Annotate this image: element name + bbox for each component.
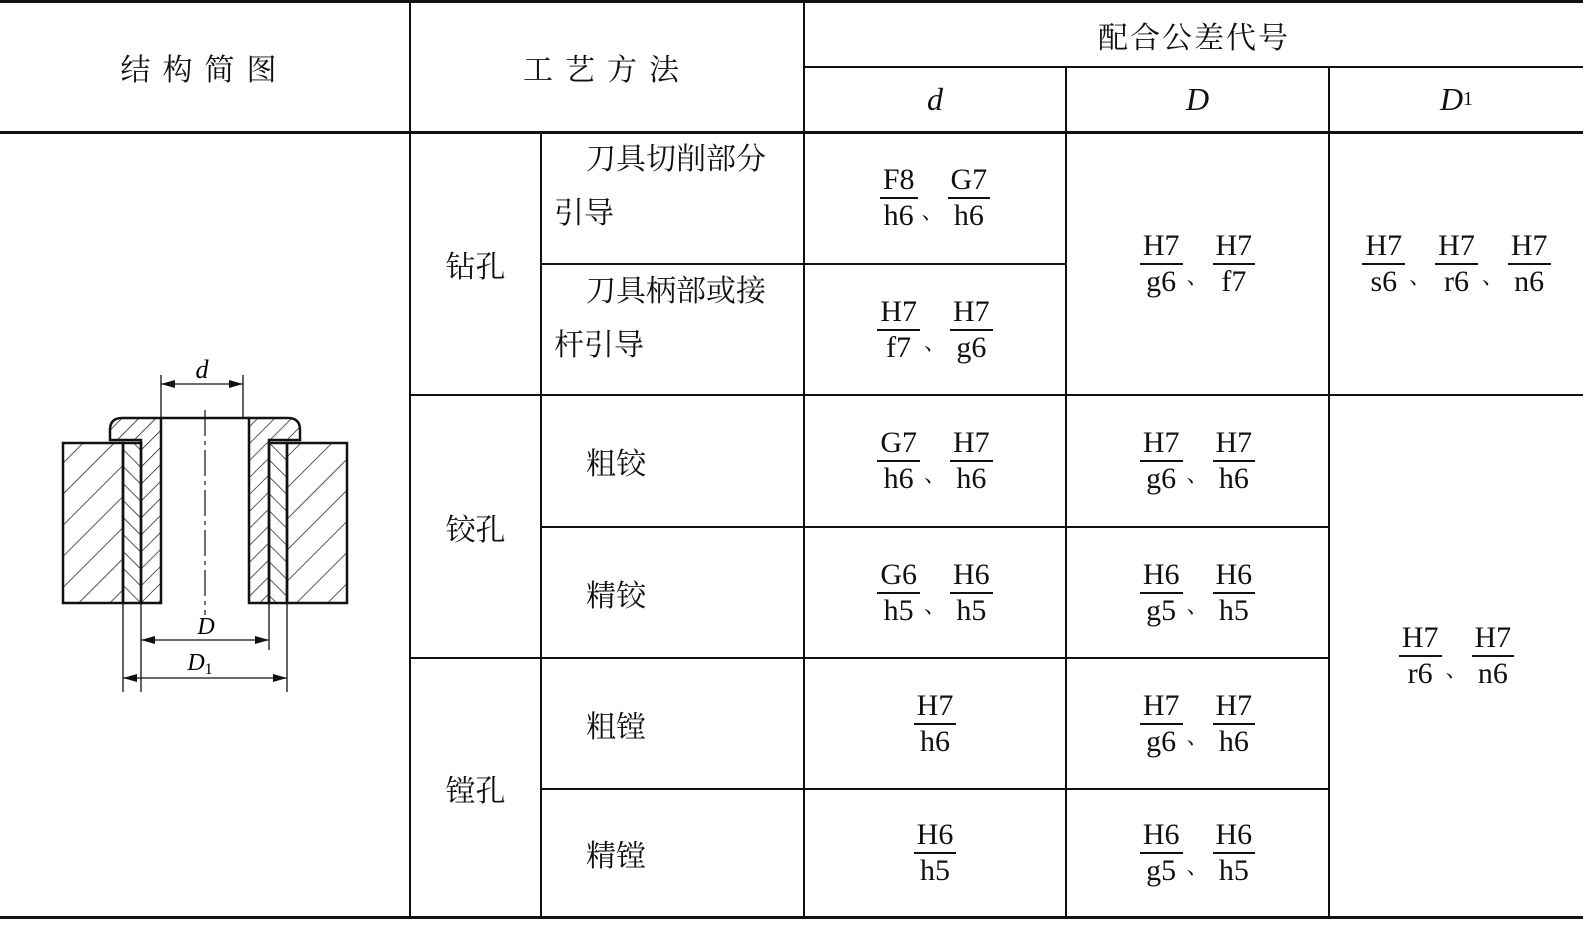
fit-hole-tolerance: H6 — [1213, 558, 1256, 594]
fit-fraction — [1435, 229, 1478, 299]
fit-hole-tolerance: H7 — [1213, 229, 1256, 265]
header-D: D — [1185, 81, 1210, 117]
method-cutting-guide-line2: 引导 — [554, 196, 614, 231]
fit-hole-tolerance: H7 — [1213, 689, 1256, 725]
fit-shaft-tolerance: h5 — [1218, 593, 1249, 627]
fit-d-drill-cut — [805, 133, 1065, 263]
fit-shaft-tolerance: h5 — [919, 854, 950, 887]
fit-shaft-tolerance: h6 — [1218, 724, 1249, 758]
D1-label-base: D — [187, 650, 205, 676]
fit-separator: 、 — [1481, 265, 1504, 290]
fit-fraction — [914, 689, 957, 759]
fit-hole-tolerance: H7 — [1140, 689, 1183, 725]
fit-shaft-tolerance: h5 — [883, 593, 914, 627]
fit-separator: 、 — [1186, 854, 1209, 880]
fit-fraction — [1140, 229, 1183, 299]
fit-hole-tolerance: H7 — [1472, 621, 1515, 657]
D1-arrow-left — [123, 674, 137, 682]
fit-hole-tolerance: H7 — [1362, 229, 1405, 265]
fit-shaft-tolerance: g5 — [1146, 593, 1177, 627]
method-shank-guide-line1: 刀具柄部或接 — [586, 274, 766, 309]
fit-shaft-tolerance: g6 — [1146, 264, 1177, 298]
fit-D-rough-ream — [1067, 396, 1328, 526]
fit-separator: 、 — [1445, 657, 1468, 683]
fit-shaft-tolerance: h5 — [1218, 854, 1249, 887]
fit-shaft-tolerance: h5 — [956, 593, 987, 627]
fit-hole-tolerance: H7 — [1399, 621, 1442, 657]
fit-hole-tolerance: H7 — [1508, 229, 1551, 265]
header-d: d — [927, 81, 943, 117]
fit-hole-tolerance: H7 — [1140, 229, 1183, 265]
fit-fraction — [914, 818, 957, 888]
header-D1-base: D — [1439, 81, 1464, 117]
header-fit-code: 配合公差代号 — [1098, 20, 1290, 56]
process-boring: 镗孔 — [445, 773, 506, 809]
fit-hole-tolerance: G6 — [877, 558, 920, 594]
fit-shaft-tolerance: h6 — [956, 462, 987, 495]
D1-arrow-right — [273, 674, 287, 682]
fit-hole-tolerance: H7 — [950, 295, 993, 331]
process-drilling: 钻孔 — [445, 249, 506, 285]
fit-D1-drill — [1330, 133, 1583, 394]
method-rough-bore: 粗镗 — [586, 709, 646, 745]
method-cutting-guide-line1: 刀具切削部分 — [586, 142, 766, 177]
fit-shaft-tolerance: n6 — [1514, 264, 1545, 298]
process-reaming: 铰孔 — [445, 512, 506, 548]
header-D1 — [1330, 68, 1583, 131]
fit-fraction — [880, 163, 918, 233]
fit-fraction — [948, 163, 991, 233]
fit-separator: 、 — [1186, 265, 1209, 290]
fit-hole-tolerance: H6 — [1140, 818, 1183, 854]
fit-D1-lower — [1330, 396, 1583, 916]
liner-left — [123, 443, 141, 603]
fit-fraction — [1140, 689, 1183, 759]
fit-fraction — [1508, 229, 1551, 299]
fit-shaft-tolerance: g6 — [1146, 462, 1177, 495]
fit-fraction — [877, 295, 920, 365]
header-D1-index: 1 — [1463, 88, 1474, 110]
fit-d-fine-ream — [805, 528, 1065, 657]
base-plate-left — [63, 443, 123, 603]
fit-d-rough-ream — [805, 396, 1065, 526]
fit-hole-tolerance: H7 — [1435, 229, 1478, 265]
method-shank-guide — [542, 265, 803, 394]
fit-shaft-tolerance: r6 — [1443, 264, 1469, 298]
fit-d-drill-shank — [805, 265, 1065, 394]
header-structure-diagram: 结构简图 — [120, 53, 289, 88]
fit-shaft-tolerance: h6 — [883, 462, 914, 495]
bushing-section-diagram — [30, 340, 390, 700]
fit-D-rough-bore — [1067, 659, 1328, 788]
fit-fraction — [1213, 229, 1256, 299]
fit-hole-tolerance: H6 — [1213, 818, 1256, 854]
fit-hole-tolerance: H6 — [950, 558, 993, 594]
method-cutting-guide — [542, 133, 803, 263]
liner-right — [269, 443, 287, 603]
fit-shaft-tolerance: g6 — [1146, 724, 1177, 758]
fit-fraction — [950, 558, 993, 628]
fit-fraction — [1213, 818, 1256, 888]
fit-separator: 、 — [1186, 462, 1209, 488]
fit-fraction — [950, 426, 993, 496]
D-arrow-left — [141, 636, 155, 644]
fit-hole-tolerance: H6 — [914, 818, 957, 854]
fit-hole-tolerance: G7 — [948, 163, 991, 199]
fit-D-fine-bore — [1067, 790, 1328, 916]
fit-separator: 、 — [1186, 594, 1209, 619]
method-fine-bore: 精镗 — [586, 839, 646, 874]
fit-separator: 、 — [1186, 725, 1209, 750]
fit-fraction — [1399, 621, 1442, 691]
fit-separator: 、 — [923, 594, 946, 619]
fit-hole-tolerance: G7 — [877, 426, 920, 462]
fit-fraction — [1213, 558, 1256, 628]
base-plate-right — [287, 443, 347, 603]
d-arrow-right — [229, 380, 243, 388]
fit-separator: 、 — [923, 462, 946, 488]
D-arrow-right — [255, 636, 269, 644]
fit-shaft-tolerance: g5 — [1146, 854, 1177, 887]
fit-D-drill — [1067, 133, 1328, 394]
fit-fraction — [950, 295, 993, 365]
fit-fraction — [877, 426, 920, 496]
method-rough-ream: 粗铰 — [586, 447, 646, 482]
fit-hole-tolerance: H7 — [1140, 426, 1183, 462]
fit-separator: 、 — [1409, 265, 1432, 290]
d-label: d — [195, 355, 209, 384]
fit-shaft-tolerance: h6 — [953, 199, 984, 232]
fit-shaft-tolerance: g6 — [956, 330, 987, 364]
fit-d-rough-bore — [805, 659, 1065, 788]
D1-label — [186, 650, 212, 678]
fit-fraction — [1213, 426, 1256, 496]
fit-separator: 、 — [923, 331, 946, 356]
fit-hole-tolerance: F8 — [880, 163, 918, 199]
fit-fraction — [1140, 818, 1183, 888]
fit-hole-tolerance: H6 — [1140, 558, 1183, 594]
D1-label-index: 1 — [204, 661, 213, 678]
fit-shaft-tolerance: h6 — [1218, 462, 1249, 495]
D-label: D — [197, 614, 215, 640]
header-process-method: 工艺方法 — [523, 53, 691, 88]
fit-shaft-tolerance: s6 — [1370, 264, 1398, 298]
fit-shaft-tolerance: f7 — [886, 330, 912, 364]
fit-fraction — [877, 558, 920, 628]
fit-shaft-tolerance: r6 — [1407, 657, 1433, 690]
fit-shaft-tolerance: n6 — [1477, 657, 1508, 690]
bottom-border — [0, 916, 1583, 919]
d-arrow-left — [161, 380, 175, 388]
fit-hole-tolerance: H7 — [914, 689, 957, 725]
fit-fraction — [1362, 229, 1405, 299]
fit-fraction — [1140, 426, 1183, 496]
fit-shaft-tolerance: h6 — [919, 724, 950, 758]
fit-D-fine-ream — [1067, 528, 1328, 657]
fit-fraction — [1472, 621, 1515, 691]
fit-fraction — [1213, 689, 1256, 759]
fit-shaft-tolerance: f7 — [1221, 264, 1247, 298]
fit-shaft-tolerance: h6 — [883, 199, 914, 232]
method-fine-ream: 精铰 — [586, 578, 646, 614]
fit-hole-tolerance: H7 — [950, 426, 993, 462]
fit-fraction — [1140, 558, 1183, 628]
fit-separator: 、 — [921, 199, 944, 225]
fit-hole-tolerance: H7 — [1213, 426, 1256, 462]
method-shank-guide-line2: 杆引导 — [554, 328, 644, 363]
fit-d-fine-bore — [805, 790, 1065, 916]
fit-hole-tolerance: H7 — [877, 295, 920, 331]
